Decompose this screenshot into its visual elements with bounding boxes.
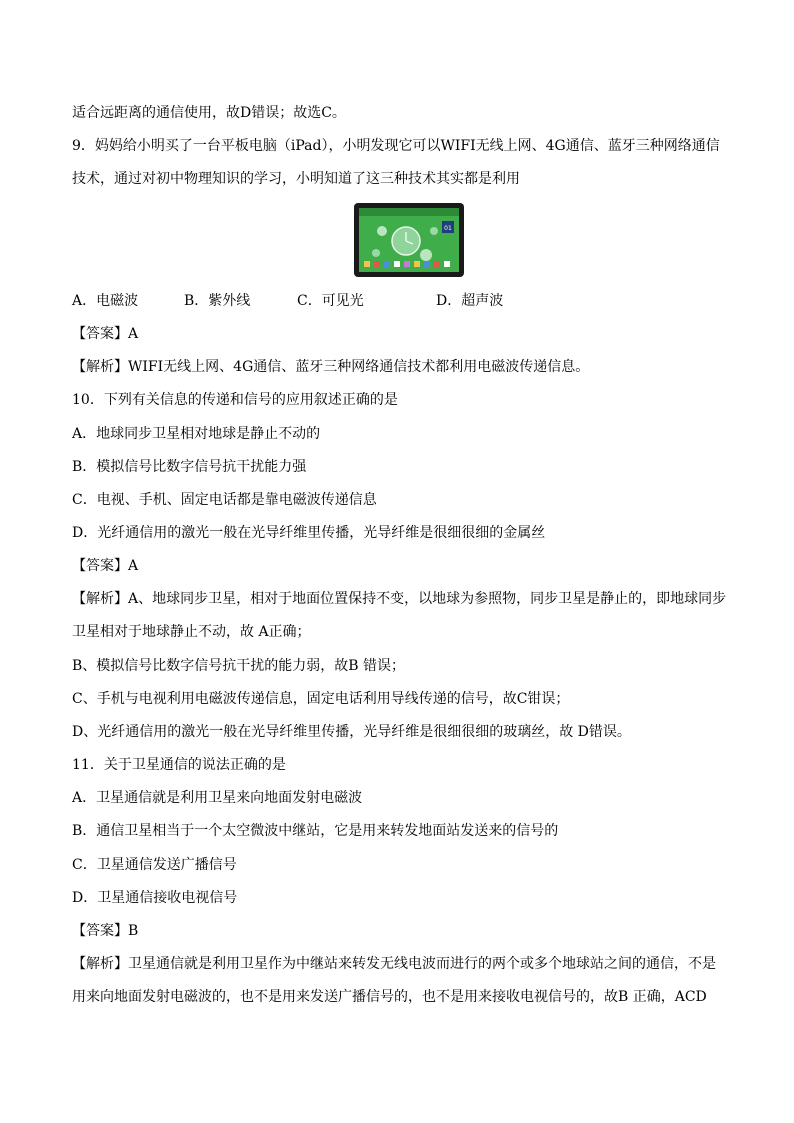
answer-label: 【答案】B (72, 923, 139, 939)
question-10-stem: 10．下列有关信息的传递和信号的应用叙述正确的是 (72, 392, 398, 408)
option-d: D．光纤通信用的激光一般在光导纤维里传播，光导纤维是很细很细的金属丝 (72, 525, 546, 541)
option-a: A．地球同步卫星相对地球是静止不动的 (72, 426, 321, 442)
analysis-text: 【解析】A、地球同步卫星，相对于地面位置保持不变，以地球为参照物，同步卫星是静止的，即地球同步 (72, 591, 727, 607)
tablet-ipad-image (354, 203, 464, 277)
option-b: B．模拟信号比数字信号抗干扰能力强 (72, 459, 307, 475)
analysis-text-c: C、手机与电视利用电磁波传递信息，固定电话利用导线传递的信号，故C钳误； (72, 691, 570, 707)
analysis-text-b: B、模拟信号比数字信号抗干扰的能力弱，故B 错误； (72, 658, 406, 674)
option-c: C．电视、手机、固定电话都是靠电磁波传递信息 (72, 492, 377, 508)
analysis-text: 【解析】卫星通信就是利用卫星作为中继站来转发无线电波而进行的两个或多个地球站之间的通信，不是 (72, 956, 716, 972)
option-c: C．可见光 (297, 293, 364, 309)
option-d: D．卫星通信接收电视信号 (72, 890, 238, 906)
option-c: C．卫星通信发送广播信号 (72, 857, 237, 873)
option-d: D．超声波 (436, 293, 504, 309)
answer-label: 【答案】A (72, 558, 139, 574)
analysis-text-cont: 用来向地面发射电磁波的，也不是用来发送广播信号的，也不是用来接收电视信号的，故B 正确，ACD (72, 989, 707, 1005)
tablet-clock-text: 01 (444, 225, 452, 232)
option-a: A．电磁波 (72, 293, 139, 309)
text-line: 适合远距离的通信使用，故D错误；故选C。 (72, 105, 346, 121)
question-9-stem: 9．妈妈给小明买了一台平板电脑（iPad），小明发现它可以WIFI无线上网、4G通信、蓝牙三种网络通信 (72, 138, 720, 154)
option-b: B．通信卫星相当于一个太空微波中继站，它是用来转发地面站发送来的信号的 (72, 823, 559, 839)
analysis-text-d: D、光纤通信用的激光一般在光导纤维里传播，光导纤维是很细很细的玻璃丝，故 D错误。 (72, 724, 631, 740)
analysis-text: 【解析】WIFI无线上网、4G通信、蓝牙三种网络通信技术都利用电磁波传递信息。 (72, 359, 590, 375)
answer-label: 【答案】A (72, 326, 139, 342)
question-9-stem-cont: 技术，通过对初中物理知识的学习，小明知道了这三种技术其实都是利用 (72, 171, 520, 187)
question-11-stem: 11．关于卫星通信的说法正确的是 (72, 757, 286, 773)
option-b: B．紫外线 (184, 293, 251, 309)
analysis-text-cont: 卫星相对于地球静止不动，故 A正确； (72, 624, 311, 640)
option-a: A．卫星通信就是利用卫星来向地面发射电磁波 (72, 790, 363, 806)
